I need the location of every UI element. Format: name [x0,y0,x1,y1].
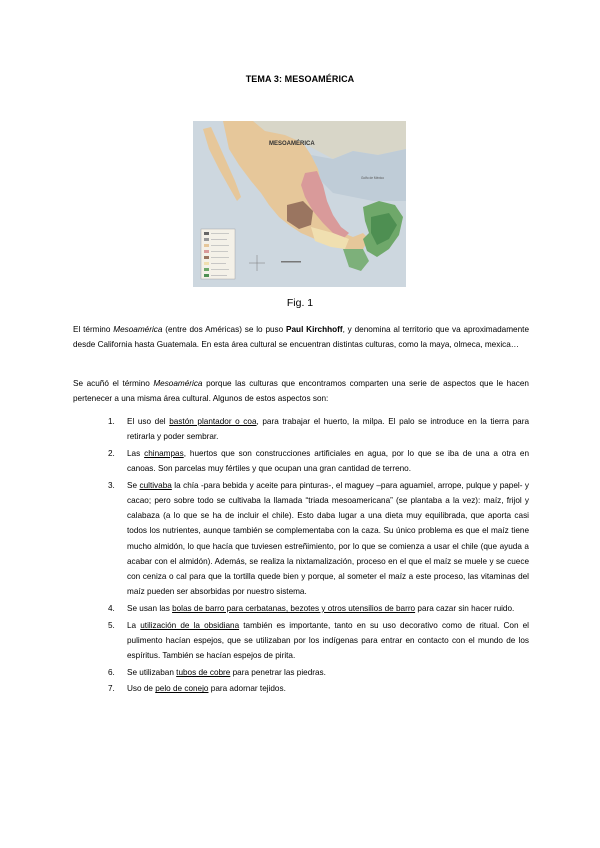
author-name: Paul Kirchhoff [286,325,343,334]
text-segment: porque las culturas que encontramos comparten una serie de aspectos que le hacen pertenecer a una misma área cultural. Algunos de estos aspectos son: [73,379,529,404]
figure-caption: Fig. 1 [286,297,314,309]
text-segment: (entre dos Américas) se lo puso [162,325,287,334]
underlined-term: pelo de conejo [155,684,209,694]
text-segment: Se [127,480,140,490]
list-item [108,446,529,476]
term-mesoamerica: Mesoamérica [113,325,163,334]
text-segment: para adornar tejidos. [208,684,286,694]
intro-paragraph [73,322,529,352]
page-title: TEMA 3: MESOAMÉRICA [245,74,355,84]
text-segment: también es importante, tanto en su uso decorativo como de ritual. Con el pulimento hacían espejos, que se utilizaban por los indígenas para entrar en contacto con el mundo de los espíritus. También se hacían espejos de pirita. [127,620,529,661]
mesoamerica-map [193,121,406,287]
list-number: 1. [108,417,115,426]
text-segment: Se acuñó el término [73,379,154,388]
text-segment: Se utilizaban [127,667,177,677]
list-number: 4. [108,603,115,613]
list-item [108,618,529,664]
text-segment: El uso del [127,417,170,426]
underlined-term: bolas de barro para cerbatanas, bezotes y otros utensilios de barro [172,603,416,613]
text-segment: para penetrar las piedras. [230,667,326,677]
list-number: 5. [108,620,115,630]
list-number: 2. [108,448,115,458]
text-segment: Las [127,448,145,458]
underlined-term: chinampas [144,448,184,458]
text-segment: para cazar sin hacer ruido. [415,603,515,613]
list-item [108,414,529,444]
list-item [108,478,529,600]
text-segment: , para trabajar el huerto, la milpa. El palo se introduce en la tierra para retirarla y poder sembrar. [127,417,530,442]
map-title: MESOAMÉRICA [269,141,315,147]
aspects-list [108,414,529,698]
text-segment: El término [73,325,114,334]
text-segment: , huertos que son construcciones artificiales en agua, por lo que se iba de una a otra en canoas. Son parcelas muy fértiles y que ocupan una gran cantidad de terreno. [127,448,529,474]
underlined-term: tubos de cobre [176,667,231,677]
underlined-term: cultivaba [139,480,172,490]
list-item [108,665,529,680]
term-mesoamerica: Mesoamérica [153,379,203,388]
list-number: 3. [108,480,115,490]
list-item [108,681,529,696]
list-item [108,601,529,616]
text-segment: , y denomina al territorio que va aproximadamente desde California hasta Guatemala. En esta área cultural se encuentran distintas culturas, como la maya, olmeca, mexica… [73,325,529,350]
text-segment: Se usan las [127,603,173,613]
list-number: 7. [108,684,115,694]
underlined-term: utilización de la obsidiana [140,620,240,630]
list-number: 6. [108,667,115,677]
text-segment: La [127,620,141,630]
aspects-paragraph [73,376,529,406]
text-segment: la chía -para bebida y aceite para pinturas-, el maguey –para aguamiel, arrope, pulque y papel- y cacao; pero sobre todo se cultivaba la llamada “triada mesoamericana” (se plantaba a la vez): maíz, frijol y calabaza (a lo que se ha de incluir el chile). Esto daba lugar a una dieta muy equilibrada, que aporta casi todos los nutrientes, aunque también se complementaba con la caza. Su único problema es que el maíz tiene mucho almidón, lo que hacía que tuviesen estreñimiento, por lo que se comienza a usar el chile (que ayuda a acabar con el almidón). Además, se realiza la nixtamalización, proceso en el que el maíz se muele y se cuece con ceniza o cal para que la tortilla quede bien y porque, al someter el maíz a este proceso, las vitaminas del maíz pueden ser absorbidas por nuestro sistema. [127,480,530,597]
gulf-label: Golfo de México [361,176,385,180]
underlined-term: bastón plantador o coa [169,417,257,426]
text-segment: Uso de [127,684,156,694]
